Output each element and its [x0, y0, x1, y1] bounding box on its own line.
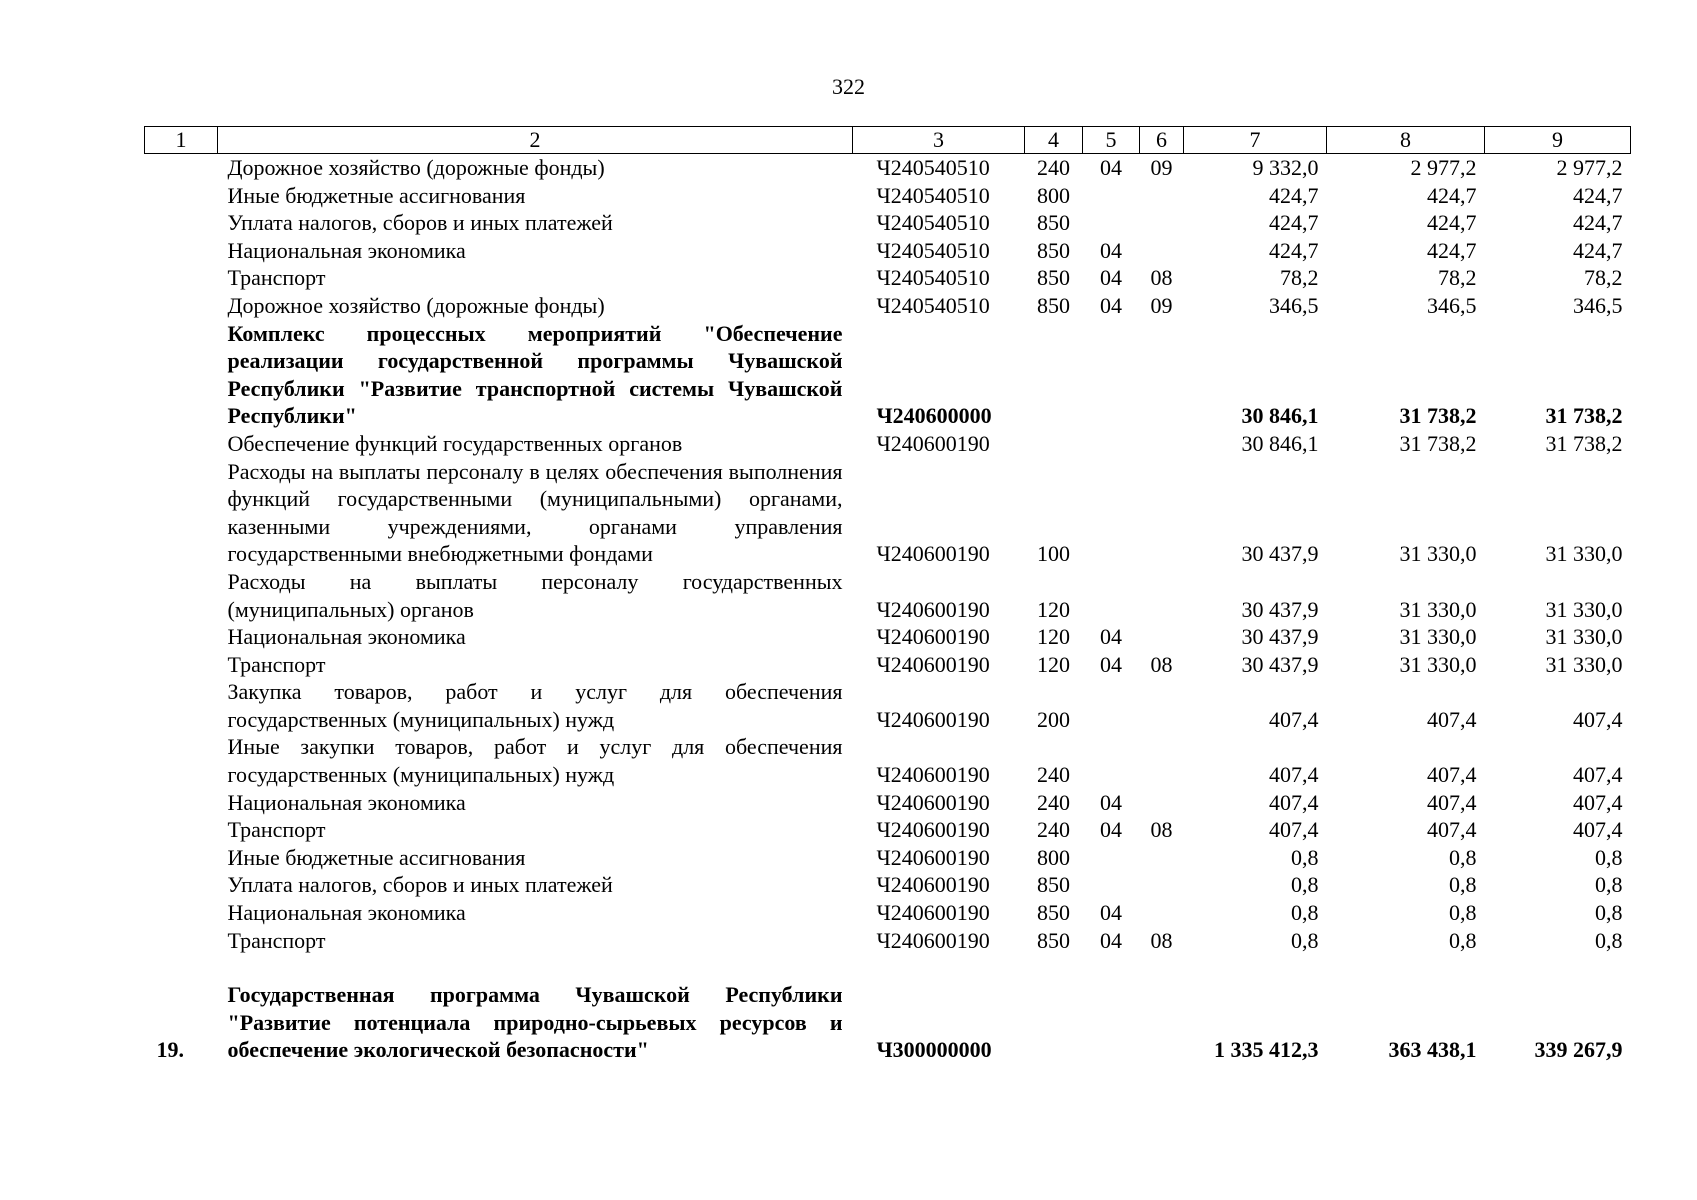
row-name: Расходы на выплаты персоналу государственных (муниципальных) органов: [227, 568, 843, 622]
table-row: [145, 844, 1631, 872]
row-amount-year-2: 0,8: [1449, 844, 1477, 870]
table-row: [145, 264, 1631, 292]
row-number: [145, 651, 218, 679]
row-amount-year-3: 31 330,0: [1545, 651, 1623, 677]
row-amount-year-2: 407,4: [1427, 817, 1477, 843]
row-section: [1083, 981, 1140, 1064]
row-section: 04: [1100, 237, 1122, 263]
row-target-code: Ч240600190: [876, 430, 990, 456]
row-target-code: Ч300000000: [876, 1037, 992, 1063]
row-amount-year-2: 31 738,2: [1399, 430, 1477, 456]
row-expense-type: 800: [1037, 182, 1070, 208]
row-section: 04: [1100, 817, 1122, 843]
row-amount-year-3: 424,7: [1573, 210, 1623, 236]
table-row: [145, 458, 1631, 568]
row-number: [145, 182, 218, 210]
row-subsection: 09: [1150, 155, 1173, 180]
column-header-2: 2: [218, 127, 853, 154]
row-amount-year-2: 0,8: [1449, 927, 1477, 953]
table-row: [145, 733, 1631, 788]
row-number: [145, 623, 218, 651]
row-expense-type: 120: [1037, 624, 1070, 650]
row-amount-year-2: 31 330,0: [1399, 651, 1477, 677]
row-amount-year-1: 424,7: [1269, 182, 1319, 208]
row-target-code: Ч240540510: [876, 265, 990, 291]
table-body: [145, 154, 1631, 1065]
row-amount-year-1: 30 437,9: [1241, 596, 1319, 622]
row-target-code: Ч240600190: [876, 789, 990, 815]
row-number: [145, 320, 218, 430]
row-amount-year-1: 78,2: [1280, 265, 1319, 291]
row-name: Дорожное хозяйство (дорожные фонды): [227, 155, 605, 180]
table-row: [145, 182, 1631, 210]
row-amount-year-3: 0,8: [1595, 844, 1623, 870]
row-amount-year-3: 0,8: [1595, 927, 1623, 953]
column-header-3: 3: [853, 127, 1025, 154]
row-number: [145, 789, 218, 817]
table-row: [145, 816, 1631, 844]
page-number: 322: [832, 74, 865, 99]
row-subsection: [1140, 623, 1184, 651]
row-number: [145, 927, 218, 955]
row-amount-year-3: 78,2: [1584, 265, 1623, 291]
column-header-4: 4: [1025, 127, 1083, 154]
row-subsection: 09: [1150, 292, 1173, 318]
row-amount-year-3: 31 330,0: [1545, 596, 1623, 622]
row-amount-year-1: 407,4: [1269, 762, 1319, 788]
row-amount-year-3: 407,4: [1573, 817, 1623, 843]
row-amount-year-3: 424,7: [1573, 182, 1623, 208]
row-amount-year-1: 1 335 412,3: [1214, 1037, 1319, 1063]
row-amount-year-2: 407,4: [1427, 762, 1477, 788]
row-subsection: [1140, 458, 1184, 568]
row-number: [145, 264, 218, 292]
row-amount-year-3: 424,7: [1573, 237, 1623, 263]
table-row: [145, 430, 1631, 458]
row-amount-year-1: 30 437,9: [1241, 541, 1319, 567]
row-subsection: 08: [1150, 265, 1173, 291]
row-number: [145, 458, 218, 568]
column-header-6: 6: [1140, 127, 1184, 154]
row-amount-year-2: 363 438,1: [1388, 1037, 1477, 1063]
row-name: Национальная экономика: [227, 624, 466, 650]
row-amount-year-1: 407,4: [1269, 789, 1319, 815]
row-subsection: [1140, 209, 1184, 237]
row-target-code: Ч240540510: [876, 155, 990, 180]
row-expense-type: [1025, 430, 1083, 458]
row-name: Иные закупки товаров, работ и услуг для обеспечения государственных (муниципальных) нужд: [227, 734, 843, 788]
row-subsection: [1140, 320, 1184, 430]
row-subsection: [1140, 844, 1184, 872]
column-header-9: 9: [1485, 127, 1631, 154]
spacer-row: [145, 954, 1631, 981]
row-subsection: [1140, 568, 1184, 623]
row-amount-year-2: 31 330,0: [1399, 624, 1477, 650]
row-amount-year-1: 407,4: [1269, 706, 1319, 732]
row-amount-year-2: 31 738,2: [1399, 403, 1477, 429]
table-row: [145, 789, 1631, 817]
row-amount-year-1: 424,7: [1269, 237, 1319, 263]
row-amount-year-2: 2 977,2: [1410, 155, 1477, 180]
column-header-8: 8: [1327, 127, 1485, 154]
row-expense-type: [1025, 981, 1083, 1064]
row-name: Национальная экономика: [227, 789, 466, 815]
row-target-code: Ч240600190: [876, 762, 990, 788]
row-subsection: 08: [1150, 817, 1173, 843]
row-section: 04: [1100, 155, 1122, 180]
row-amount-year-3: 31 330,0: [1545, 541, 1623, 567]
row-number: [145, 237, 218, 265]
row-number: [145, 871, 218, 899]
row-expense-type: [1025, 320, 1083, 430]
row-expense-type: 200: [1037, 706, 1070, 732]
row-name: Закупка товаров, работ и услуг для обеспечения государственных (муниципальных) нужд: [227, 679, 843, 732]
row-name: Дорожное хозяйство (дорожные фонды): [227, 292, 605, 318]
row-number: [145, 816, 218, 844]
row-section: [1083, 182, 1140, 210]
row-name: Расходы на выплаты персоналу в целях обеспечения выполнения функций государственными (муниципальными) органами, казенными учреждениями, органами управления государственными внебюджетными фондами: [227, 458, 843, 567]
row-section: [1083, 678, 1140, 733]
row-number: [145, 899, 218, 927]
row-expense-type: 850: [1037, 265, 1070, 291]
row-name: Транспорт: [227, 265, 326, 291]
row-target-code: Ч240540510: [876, 292, 990, 318]
row-section: [1083, 733, 1140, 788]
row-amount-year-3: 31 738,2: [1545, 430, 1623, 456]
row-number: [145, 678, 218, 733]
row-subsection: [1140, 237, 1184, 265]
column-header-7: 7: [1184, 127, 1327, 154]
row-subsection: [1140, 981, 1184, 1064]
table-row: [145, 154, 1631, 182]
table-row: [145, 320, 1631, 430]
table-row: [145, 209, 1631, 237]
row-name: Иные бюджетные ассигнования: [227, 844, 526, 870]
table-row: [145, 981, 1631, 1064]
row-section: 04: [1100, 651, 1122, 677]
row-amount-year-3: 346,5: [1573, 292, 1623, 318]
row-amount-year-1: 30 846,1: [1241, 403, 1319, 429]
row-amount-year-1: 0,8: [1291, 927, 1319, 953]
row-target-code: Ч240540510: [876, 182, 990, 208]
row-target-code: Ч240600190: [876, 872, 990, 898]
table-row: [145, 871, 1631, 899]
row-subsection: 08: [1150, 651, 1173, 677]
row-number: [145, 154, 218, 182]
row-name: Уплата налогов, сборов и иных платежей: [227, 872, 613, 898]
row-section: 04: [1100, 624, 1122, 650]
row-target-code: Ч240540510: [876, 237, 990, 263]
row-expense-type: 850: [1037, 210, 1070, 236]
row-expense-type: 240: [1037, 789, 1070, 815]
table-row: [145, 927, 1631, 955]
row-subsection: 08: [1150, 927, 1173, 953]
row-amount-year-2: 424,7: [1427, 237, 1477, 263]
row-amount-year-2: 407,4: [1427, 789, 1477, 815]
table-row: [145, 651, 1631, 679]
row-subsection: [1140, 182, 1184, 210]
budget-table: [144, 126, 1631, 1064]
row-amount-year-3: 407,4: [1573, 762, 1623, 788]
row-target-code: Ч240600190: [876, 596, 990, 622]
row-amount-year-2: 78,2: [1438, 265, 1477, 291]
row-section: [1083, 458, 1140, 568]
row-section: 04: [1100, 900, 1122, 926]
row-subsection: [1140, 733, 1184, 788]
row-target-code: Ч240600190: [876, 706, 990, 732]
row-number: [145, 209, 218, 237]
row-name: Обеспечение функций государственных органов: [227, 430, 683, 456]
row-expense-type: 100: [1037, 541, 1070, 567]
row-target-code: Ч240600000: [876, 403, 992, 429]
row-amount-year-2: 424,7: [1427, 210, 1477, 236]
row-section: 04: [1100, 265, 1122, 291]
row-section: [1083, 320, 1140, 430]
row-subsection: [1140, 678, 1184, 733]
row-expense-type: 240: [1037, 155, 1070, 180]
row-subsection: [1140, 430, 1184, 458]
column-header-1: 1: [145, 127, 218, 154]
row-target-code: Ч240600190: [876, 900, 990, 926]
row-amount-year-3: 339 267,9: [1534, 1037, 1623, 1063]
row-amount-year-1: 30 846,1: [1241, 430, 1319, 456]
row-amount-year-2: 424,7: [1427, 182, 1477, 208]
row-section: 04: [1100, 789, 1122, 815]
row-target-code: Ч240600190: [876, 541, 990, 567]
row-amount-year-3: 31 738,2: [1545, 403, 1623, 429]
row-expense-type: 850: [1037, 927, 1070, 953]
row-amount-year-3: 2 977,2: [1556, 155, 1623, 180]
row-amount-year-2: 0,8: [1449, 872, 1477, 898]
row-number: 19.: [156, 1037, 184, 1063]
row-subsection: [1140, 789, 1184, 817]
row-number: [145, 292, 218, 320]
spacer-cell: [145, 954, 1631, 981]
row-amount-year-1: 407,4: [1269, 817, 1319, 843]
row-amount-year-2: 31 330,0: [1399, 541, 1477, 567]
row-target-code: Ч240540510: [876, 210, 990, 236]
row-amount-year-1: 0,8: [1291, 844, 1319, 870]
row-target-code: Ч240600190: [876, 844, 990, 870]
row-amount-year-1: 424,7: [1269, 210, 1319, 236]
row-section: [1083, 844, 1140, 872]
row-expense-type: 240: [1037, 817, 1070, 843]
header-row: [145, 127, 1631, 154]
row-name: Уплата налогов, сборов и иных платежей: [227, 210, 613, 236]
row-expense-type: 240: [1037, 762, 1070, 788]
row-name: Иные бюджетные ассигнования: [227, 182, 526, 208]
row-section: [1083, 430, 1140, 458]
row-number: [145, 844, 218, 872]
row-amount-year-2: 407,4: [1427, 706, 1477, 732]
row-target-code: Ч240600190: [876, 817, 990, 843]
row-amount-year-1: 346,5: [1269, 292, 1319, 318]
row-subsection: [1140, 871, 1184, 899]
row-name: Транспорт: [227, 651, 326, 677]
row-name: Комплекс процессных мероприятий "Обеспечение реализации государственной программы Чувашской Республики "Развитие транспортной системы Чувашской Республики": [227, 320, 843, 429]
row-amount-year-2: 0,8: [1449, 900, 1477, 926]
table-row: [145, 899, 1631, 927]
row-expense-type: 800: [1037, 844, 1070, 870]
row-expense-type: 850: [1037, 872, 1070, 898]
row-section: 04: [1100, 292, 1122, 318]
row-expense-type: 850: [1037, 237, 1070, 263]
row-section: [1083, 209, 1140, 237]
row-amount-year-1: 30 437,9: [1241, 651, 1319, 677]
row-amount-year-3: 407,4: [1573, 789, 1623, 815]
row-expense-type: 850: [1037, 900, 1070, 926]
row-expense-type: 120: [1037, 651, 1070, 677]
row-name: Транспорт: [227, 927, 326, 953]
table-row: [145, 292, 1631, 320]
table-row: [145, 568, 1631, 623]
row-amount-year-3: 0,8: [1595, 900, 1623, 926]
row-target-code: Ч240600190: [876, 624, 990, 650]
table-row: [145, 623, 1631, 651]
row-name: Транспорт: [227, 817, 326, 843]
row-section: 04: [1100, 927, 1122, 953]
row-amount-year-1: 0,8: [1291, 872, 1319, 898]
row-amount-year-1: 30 437,9: [1241, 624, 1319, 650]
row-amount-year-1: 0,8: [1291, 900, 1319, 926]
column-header-5: 5: [1083, 127, 1140, 154]
row-number: [145, 568, 218, 623]
row-number: [145, 733, 218, 788]
row-name: Государственная программа Чувашской Республики "Развитие потенциала природно-сырьевых ресурсов и обеспечение экологической безопасности": [227, 982, 843, 1063]
row-amount-year-2: 31 330,0: [1399, 596, 1477, 622]
row-amount-year-3: 31 330,0: [1545, 624, 1623, 650]
row-section: [1083, 568, 1140, 623]
row-amount-year-2: 346,5: [1427, 292, 1477, 318]
row-amount-year-1: 9 332,0: [1252, 155, 1319, 180]
row-subsection: [1140, 899, 1184, 927]
row-amount-year-3: 0,8: [1595, 872, 1623, 898]
table-header: [145, 127, 1631, 154]
row-expense-type: 120: [1037, 596, 1070, 622]
row-amount-year-3: 407,4: [1573, 706, 1623, 732]
row-target-code: Ч240600190: [876, 927, 990, 953]
row-target-code: Ч240600190: [876, 651, 990, 677]
table-row: [145, 678, 1631, 733]
table-row: [145, 237, 1631, 265]
row-section: [1083, 871, 1140, 899]
row-name: Национальная экономика: [227, 900, 466, 926]
row-name: Национальная экономика: [227, 237, 466, 263]
row-expense-type: 850: [1037, 292, 1070, 318]
row-number: [145, 430, 218, 458]
